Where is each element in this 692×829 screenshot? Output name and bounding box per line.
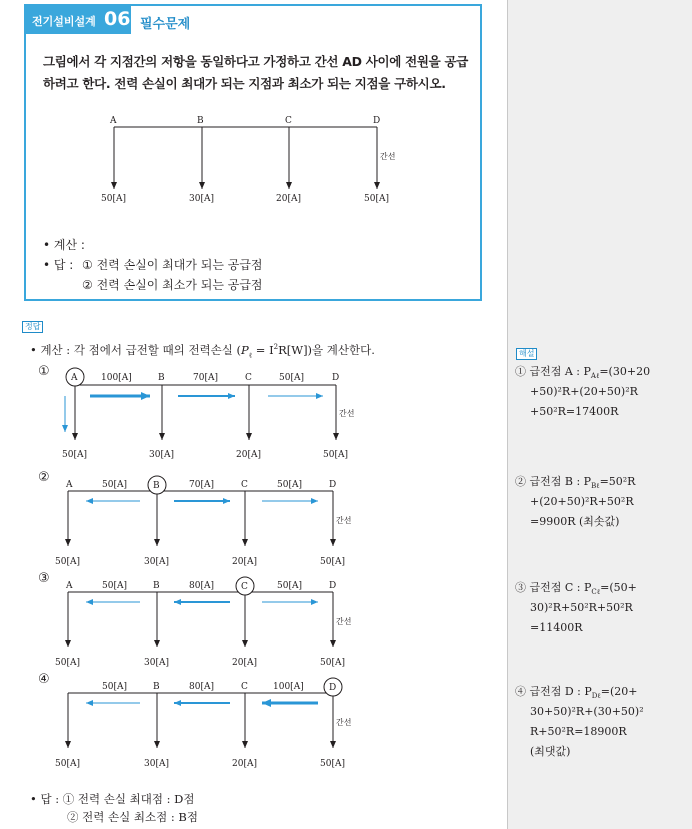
answer-item-2: ② 전력 손실이 최소가 되는 공급점 <box>82 278 263 292</box>
solution-tag: 해설 <box>516 348 537 360</box>
case-2-current-BC: 70[A] <box>189 480 214 490</box>
calc-description: • 계산 : 각 점에서 급전할 때의 전력손실 $(P_\ell = I^2R[W])$을 계산한다. <box>30 343 375 360</box>
problem-number: 06 <box>104 8 131 30</box>
case-4-feeder-label: 간선 <box>336 718 352 727</box>
case-2-feeder-label: 간선 <box>336 516 352 525</box>
case-1-feeder-label: 간선 <box>339 409 355 418</box>
problem-title: 필수문제 <box>140 17 191 32</box>
q-point-B: B <box>197 116 204 126</box>
subject-label: 전기설비설계 <box>32 15 96 28</box>
case-3-point-C: C <box>241 582 248 592</box>
q-point-A: A <box>110 116 117 126</box>
answer-item-1: ① 전력 손실이 최대가 되는 공급점 <box>82 258 263 272</box>
case-4-load-C: 20[A] <box>232 759 257 769</box>
case-2-load-D: 50[A] <box>320 557 345 567</box>
case-3-feeder-label: 간선 <box>336 617 352 626</box>
case-1-point-A: A <box>71 373 78 383</box>
case-1-point-D: D <box>332 373 340 383</box>
case-4-point-C: C <box>241 682 248 692</box>
case-1-number: ① <box>38 364 50 379</box>
final-answer-1: • 답 : ① 전력 손실 최대점 : D점 <box>30 792 195 806</box>
case-2-current-CD: 50[A] <box>277 480 302 490</box>
case-1-diagram <box>38 364 355 460</box>
q-load-B: 30[A] <box>189 194 214 204</box>
calc-label: • 계산 : <box>43 238 85 252</box>
case-4-load-B: 30[A] <box>144 759 169 769</box>
case-3-point-D: D <box>329 581 337 591</box>
case-1-point-C: C <box>245 373 252 383</box>
case-4-diagram <box>38 672 352 769</box>
case-2-number: ② <box>38 470 50 485</box>
case-4-point-D: D <box>329 683 337 693</box>
case-1-point-B: B <box>158 373 165 383</box>
case-1-load-C: 20[A] <box>236 450 261 460</box>
case-2-point-B: B <box>153 481 160 491</box>
case-1-current-BC: 70[A] <box>193 373 218 383</box>
case-3-point-B: B <box>153 581 160 591</box>
final-answer-2: ② 전력 손실 최소점 : B점 <box>67 810 198 824</box>
q-point-D: D <box>373 116 381 126</box>
answer-label: • 답 : <box>43 258 74 272</box>
case-2-point-D: D <box>329 480 337 490</box>
case-2-point-C: C <box>241 480 248 490</box>
case-3-load-C: 20[A] <box>232 658 257 668</box>
case-4-current-BC: 80[A] <box>189 682 214 692</box>
case-4-current-AB: 50[A] <box>102 682 127 692</box>
case-4-number: ④ <box>38 672 50 687</box>
case-2-diagram <box>38 470 352 567</box>
case-3-load-B: 30[A] <box>144 658 169 668</box>
q-load-C: 20[A] <box>276 194 301 204</box>
case-2-point-A: A <box>66 480 73 490</box>
case-3-point-A: A <box>66 581 73 591</box>
case-1-load-A: 50[A] <box>62 450 87 460</box>
case-1-current-CD: 50[A] <box>279 373 304 383</box>
q-point-C: C <box>285 116 292 126</box>
question-diagram <box>101 116 396 204</box>
case-3-current-CD: 50[A] <box>277 581 302 591</box>
case-2-load-A: 50[A] <box>55 557 80 567</box>
answer-tag: 정답 <box>22 321 43 333</box>
q-load-D: 50[A] <box>364 194 389 204</box>
case-3-load-A: 50[A] <box>55 658 80 668</box>
case-4-load-D: 50[A] <box>320 759 345 769</box>
question-text: 그림에서 각 지점간의 저항을 동일하다고 가정하고 간선 AD 사이에 전원을 공급하려고 한다. 전력 손실이 최대가 되는 지점과 최소가 되는 지점을 구하시오. <box>43 54 468 91</box>
q-load-A: 50[A] <box>101 194 126 204</box>
case-4-load-A: 50[A] <box>55 759 80 769</box>
case-3-diagram <box>38 571 352 668</box>
case-4-current-CD: 100[A] <box>273 682 304 692</box>
case-2-load-C: 20[A] <box>232 557 257 567</box>
case-3-current-BC: 80[A] <box>189 581 214 591</box>
case-3-current-AB: 50[A] <box>102 581 127 591</box>
case-4-point-B: B <box>153 682 160 692</box>
case-3-load-D: 50[A] <box>320 658 345 668</box>
case-2-current-AB: 50[A] <box>102 480 127 490</box>
case-2-load-B: 30[A] <box>144 557 169 567</box>
case-1-load-B: 30[A] <box>149 450 174 460</box>
case-1-load-D: 50[A] <box>323 450 348 460</box>
case-3-number: ③ <box>38 571 50 586</box>
case-1-current-AB: 100[A] <box>101 373 132 383</box>
q-feeder-label: 간선 <box>380 152 396 161</box>
